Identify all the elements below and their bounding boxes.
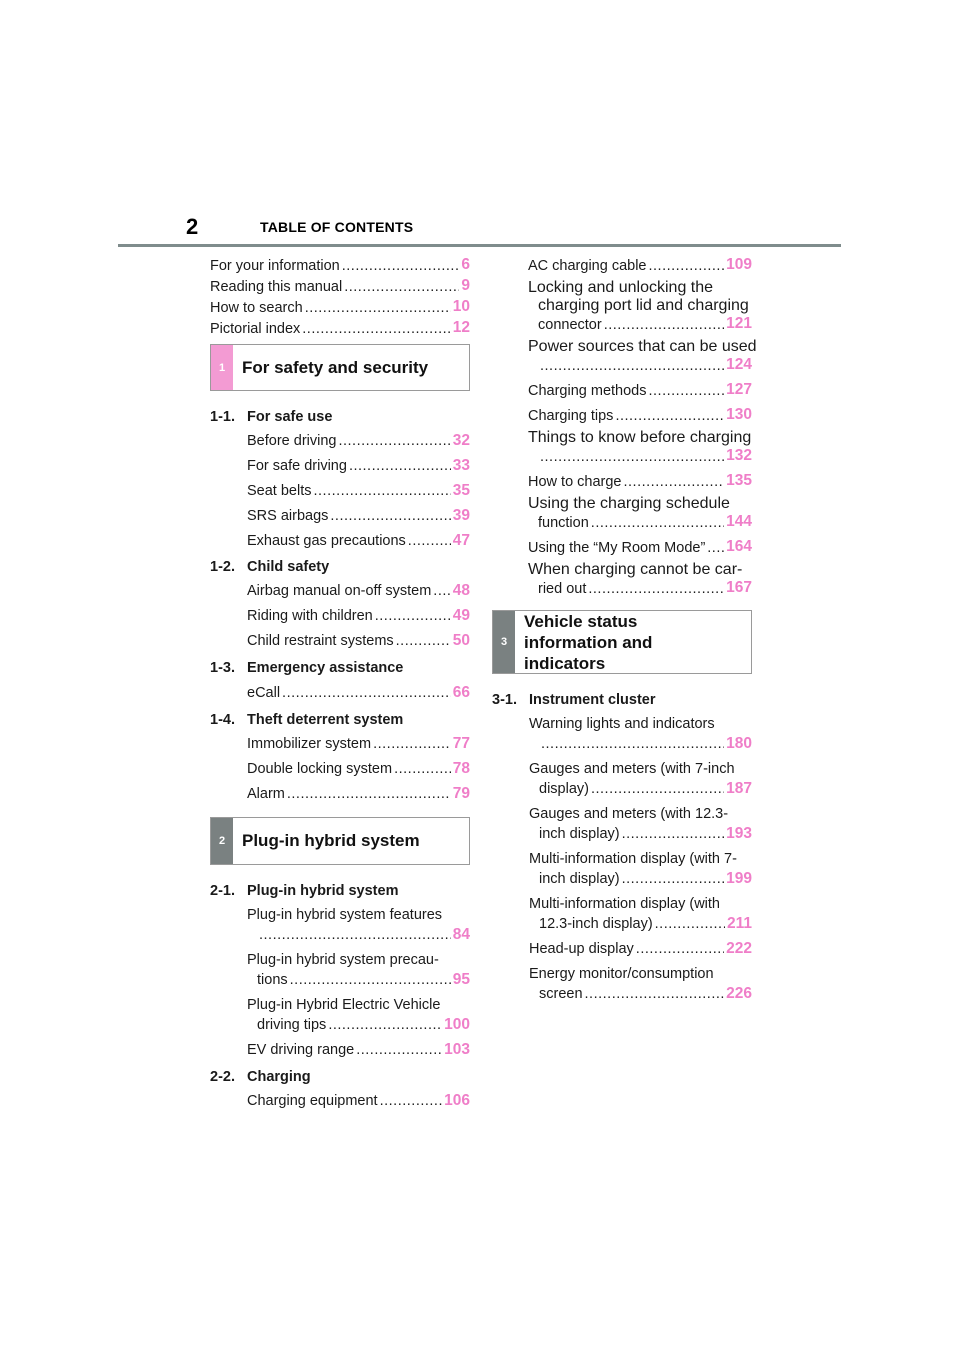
toc-entry[interactable]: Riding with children ..... 49 [247,601,470,626]
subsection-title: Emergency assistance [247,660,404,676]
toc-entry-label: How to search [210,300,303,316]
toc-column-right [492,253,757,1004]
toc-entry[interactable]: Warning lights and indicators ..... 180 [529,714,752,754]
toc-entry-label: Pictorial index [210,321,301,337]
toc-entry[interactable] [210,316,470,337]
toc-entry[interactable]: When charging cannot be car- ried out ..... 167 [528,561,752,597]
subsection-number: 2-1. [210,883,235,899]
toc-entry[interactable] [210,274,470,295]
subsection-title: Instrument cluster [529,692,656,708]
toc-entry[interactable]: Using the “My Room Mode” ..... 164 [528,531,752,556]
toc-entry-label: Reading this manual [210,279,343,295]
subsection-heading[interactable] [210,1068,470,1086]
page-number: 2 [186,214,199,239]
toc-entry[interactable]: Plug-in Hybrid Electric Vehicle driving tips ..... 100 [247,995,470,1035]
section-header-2[interactable] [210,817,470,865]
subsection-heading[interactable] [210,882,470,900]
subsection-title: Plug-in hybrid system [247,883,399,899]
subsection-heading[interactable] [210,558,470,576]
toc-entry[interactable]: Child restraint systems ..... 50 [247,626,470,651]
toc-entry[interactable]: Airbag manual on-off system ..... 48 [247,576,470,601]
toc-entry[interactable]: Multi-information display (with 12.3-inch display) ..... 211 [529,894,752,934]
toc-entry-page[interactable]: 9 [461,277,470,294]
toc-entry-label: For your information [210,258,340,274]
toc-entry-page[interactable]: 6 [461,256,470,273]
toc-entry[interactable]: Plug-in hybrid system features ..... 84 [247,905,470,945]
toc-entry[interactable]: Immobilizer system ..... 77 [247,729,470,754]
toc-entry[interactable]: Charging equipment ..... 106 [247,1086,470,1111]
toc-entry[interactable]: SRS airbags ..... 39 [247,501,470,526]
toc-entry[interactable]: How to charge ..... 135 [528,465,752,490]
toc-entry-page[interactable]: 12 [452,319,470,336]
toc-entry[interactable]: For safe driving ..... 33 [247,451,470,476]
toc-entry[interactable]: Charging methods ..... 127 [528,374,752,399]
subsection-title: For safe use [247,409,333,425]
subsection-title: Child safety [247,559,330,575]
toc-entry[interactable]: Things to know before charging ..... 132 [528,429,752,465]
toc-entry[interactable]: Charging tips ..... 130 [528,399,752,424]
subsection-heading[interactable] [210,711,470,729]
toc-entry[interactable]: EV driving range ..... 103 [247,1035,470,1060]
section-header-1[interactable] [210,344,470,391]
toc-entry[interactable]: Alarm ..... 79 [247,779,470,804]
section-number-tab: 1 [211,345,233,390]
toc-entry[interactable] [210,253,470,274]
subsection-number: 3-1. [492,692,517,708]
section-title: Plug-in hybrid system [242,831,420,850]
toc-entry[interactable]: eCall ..... 66 [247,677,470,703]
toc-entry-page[interactable]: 10 [452,298,470,315]
toc-entry[interactable]: Plug-in hybrid system precau- tions ..... 95 [247,950,470,990]
subsection-number: 1-3. [210,660,235,676]
toc-column-left [210,253,470,1111]
subsection-heading[interactable] [210,408,470,426]
toc-entry[interactable]: Head-up display ..... 222 [529,934,752,959]
subsection-title: Theft deterrent system [247,712,404,728]
toc-entry[interactable]: Power sources that can be used ..... 124 [528,338,752,374]
toc-entry[interactable]: Using the charging schedule function ..... 144 [528,495,752,531]
toc-entry[interactable]: Exhaust gas precautions ..... 47 [247,526,470,551]
toc-entry[interactable] [210,295,470,316]
section-number-tab: 2 [211,818,233,864]
subsection-number: 1-1. [210,409,235,425]
toc-entry[interactable]: Gauges and meters (with 7-inch display) ..... 187 [529,759,752,799]
toc-entry[interactable]: Multi-information display (with 7- inch display) ..... 199 [529,849,752,889]
header-divider [118,244,841,247]
section-title: For safety and security [242,357,429,377]
toc-entry[interactable]: Before driving ..... 32 [247,426,470,451]
section-number-tab: 3 [493,611,515,673]
section-header-3[interactable] [492,610,752,674]
subsection-title: Charging [247,1069,311,1085]
toc-entry[interactable]: Double locking system ..... 78 [247,754,470,779]
section-title: Vehicle status information and indicators [524,611,653,673]
toc-entry[interactable]: AC charging cable ..... 109 [528,253,752,274]
toc-entry[interactable]: Locking and unlocking the charging port lid and charging connector ..... 121 [528,279,752,333]
subsection-number: 2-2. [210,1069,235,1085]
subsection-number: 1-4. [210,712,235,728]
page-title: TABLE OF CONTENTS [260,219,414,235]
toc-entry[interactable]: Seat belts ..... 35 [247,476,470,501]
subsection-heading[interactable] [210,659,470,677]
toc-entry[interactable]: Energy monitor/consumption screen ..... 226 [529,964,752,1004]
toc-entry[interactable]: Gauges and meters (with 12.3- inch display) ..... 193 [529,804,752,844]
subsection-heading[interactable] [492,691,752,709]
subsection-number: 1-2. [210,559,235,575]
